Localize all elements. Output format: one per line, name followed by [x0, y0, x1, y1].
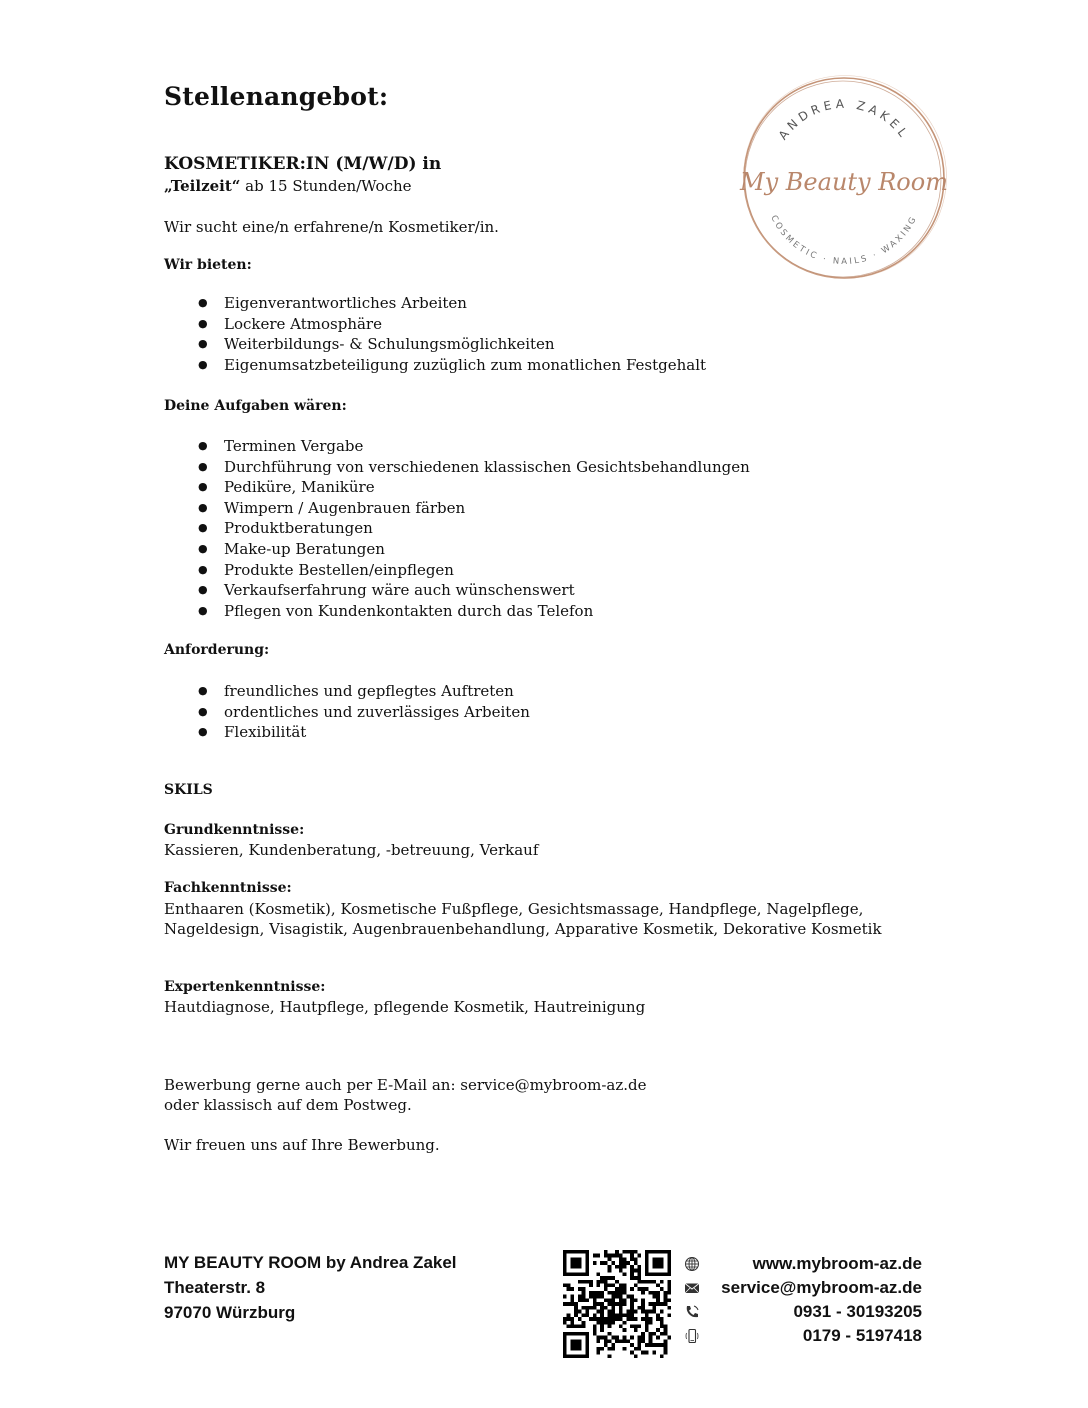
logo-top-text: ANDREA ZAKEL: [775, 96, 913, 143]
company-name: MY BEAUTY ROOM by Andrea Zakel: [164, 1253, 457, 1272]
special-skills-heading: Fachkenntnisse:: [164, 880, 292, 896]
qr-code: [563, 1250, 671, 1358]
list-item: ● freundliches und gepflegtes Auftreten: [198, 682, 514, 700]
hours-text: ab 15 Stunden/Woche: [240, 177, 412, 195]
requirements-heading: Anforderung:: [164, 642, 270, 658]
logo-script-text: My Beauty Room: [740, 168, 948, 196]
list-item: ● Produkte Bestellen/einpflegen: [198, 560, 454, 579]
job-subtitle: [164, 177, 412, 195]
city: 97070 Würzburg: [164, 1303, 296, 1322]
phone-number[interactable]: 0931 - 30193205: [793, 1302, 922, 1321]
list-item: ● Eigenumsatzbeteiligung zuzüglich zum monatlichen Festgehalt: [198, 355, 707, 374]
footer-address: [164, 1250, 457, 1325]
tasks-heading: Deine Aufgaben wären:: [164, 398, 347, 414]
contact-list: [684, 1252, 922, 1348]
offer-list: [164, 293, 706, 375]
list-item: ● Weiterbildungs- & Schulungsmöglichkeiten: [198, 335, 555, 354]
globe-icon: [684, 1256, 700, 1272]
basic-skills-heading: Grundkenntnisse:: [164, 822, 305, 838]
list-item: ● Pflegen von Kundenkontakten durch das Telefon: [198, 601, 594, 620]
intro-text: Wir sucht eine/n erfahrene/n Kosmetiker/in.: [164, 218, 499, 236]
list-item: ● Durchführung von verschiedenen klassischen Gesichtsbehandlungen: [198, 457, 750, 476]
tasks-list: [164, 436, 750, 621]
contact-website: [684, 1252, 922, 1276]
job-title: KOSMETIKER:IN (M/W/D) in: [164, 154, 442, 174]
special-skills-text: Enthaaren (Kosmetik), Kosmetische Fußpflege, Gesichtsmassage, Handpflege, Nagelpflege, Nageldesign, Visagistik, Augenbrauenbehandlung, Apparative Kosmetik, Dekorative Kosmetik: [164, 900, 882, 938]
logo-seal: [738, 72, 950, 284]
mail-icon: [684, 1280, 700, 1296]
apply-text-2: oder klassisch auf dem Postweg.: [164, 1096, 412, 1114]
logo-bottom-text: COSMETIC · NAILS · WAXING: [768, 213, 920, 268]
skills-heading: SKILS: [164, 782, 213, 798]
contact-email: [684, 1276, 922, 1300]
website-link[interactable]: www.mybroom-az.de: [752, 1254, 922, 1273]
expert-skills-text: Hautdiagnose, Hautpflege, pflegende Kosmetik, Hautreinigung: [164, 998, 646, 1016]
employment-type: „Teilzeit“: [164, 177, 241, 195]
list-item: ● Produktberatungen: [198, 519, 373, 538]
list-item: ● Wimpern / Augenbrauen färben: [198, 498, 466, 517]
contact-phone: [684, 1300, 922, 1324]
list-item: ● Make-up Beratungen: [198, 539, 385, 558]
list-item: ● Verkaufserfahrung wäre auch wünschenswert: [198, 581, 575, 600]
page-title: Stellenangebot:: [164, 82, 389, 111]
list-item: ● Eigenverantwortliches Arbeiten: [198, 294, 467, 312]
mobile-icon: [684, 1328, 700, 1344]
list-item: ● Terminen Vergabe: [198, 437, 364, 455]
list-item: ● ordentliches und zuverlässiges Arbeiten: [198, 702, 530, 721]
street: Theaterstr. 8: [164, 1278, 266, 1297]
expert-skills-heading: Expertenkenntnisse:: [164, 979, 326, 995]
email-link[interactable]: service@mybroom-az.de: [721, 1278, 922, 1297]
closing-text: Wir freuen uns auf Ihre Bewerbung.: [164, 1136, 440, 1154]
contact-mobile: [684, 1324, 922, 1348]
apply-text: Bewerbung gerne auch per E-Mail an: service@mybroom-az.de: [164, 1076, 647, 1094]
list-item: ● Flexibilität: [198, 723, 307, 742]
list-item: ● Pediküre, Maniküre: [198, 478, 375, 497]
list-item: ● Lockere Atmosphäre: [198, 314, 382, 333]
requirements-list: [164, 681, 530, 743]
phone-icon: [684, 1304, 700, 1320]
basic-skills-text: Kassieren, Kundenberatung, -betreuung, Verkauf: [164, 841, 539, 859]
mobile-number[interactable]: 0179 - 5197418: [802, 1326, 922, 1345]
offer-heading: Wir bieten:: [164, 257, 252, 273]
